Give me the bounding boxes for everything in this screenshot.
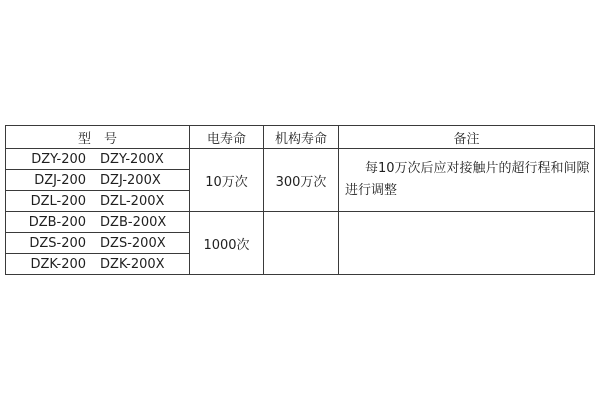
remarks-cell (339, 212, 595, 275)
model-base: DZK-200 (30, 256, 87, 272)
model-variant: DZS-200X (100, 235, 166, 251)
model-base: DZS-200 (29, 235, 87, 251)
remark-line-1: 每10万次后应对接触片的超行程和间隙 (365, 161, 590, 176)
model-cell (6, 170, 190, 191)
model-variant: DZK-200X (100, 256, 165, 272)
table-row (6, 149, 595, 170)
electrical-life-cell: 10万次 (190, 149, 264, 212)
model-variant: DZJ-200X (100, 172, 161, 188)
mechanical-life-cell: 300万次 (264, 149, 339, 212)
header-row (6, 126, 595, 149)
table-row (6, 212, 595, 233)
col-header-remarks: 备注 (339, 126, 595, 149)
model-cell (6, 149, 190, 170)
col-header-model: 型 号 (6, 126, 190, 149)
spec-table (5, 125, 595, 275)
model-cell (6, 191, 190, 212)
model-base: DZY-200 (31, 151, 87, 167)
col-header-mechanical-life: 机构寿命 (264, 126, 339, 149)
col-header-electrical-life: 电寿命 (190, 126, 264, 149)
model-variant: DZB-200X (100, 214, 167, 230)
remarks-cell (339, 149, 595, 212)
model-base: DZL-200 (30, 193, 87, 209)
model-base: DZB-200 (28, 214, 87, 230)
model-cell (6, 233, 190, 254)
model-variant: DZL-200X (100, 193, 165, 209)
model-cell (6, 254, 190, 275)
mechanical-life-cell (264, 212, 339, 275)
remark-line-2: 进行调整 (345, 183, 398, 198)
model-cell (6, 212, 190, 233)
electrical-life-cell: 1000次 (190, 212, 264, 275)
model-base: DZJ-200 (34, 172, 87, 188)
model-variant: DZY-200X (100, 151, 164, 167)
